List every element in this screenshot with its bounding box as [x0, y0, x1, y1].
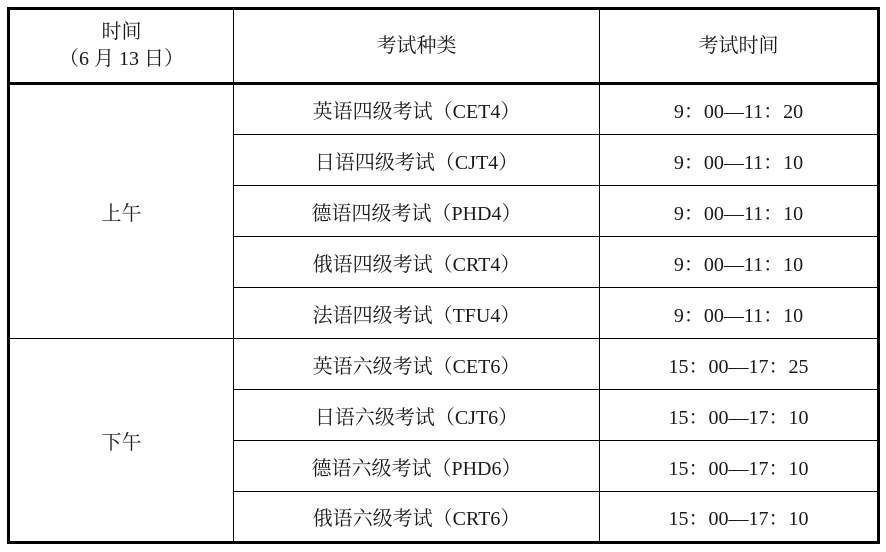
exam-time-cet6: 15：00—17：25 [600, 339, 879, 390]
table-header-row [9, 9, 879, 84]
exam-time-crt6: 15：00—17：10 [600, 492, 879, 543]
exam-time-phd6: 15：00—17：10 [600, 441, 879, 492]
exam-name-tfu4: 法语四级考试（TFU4） [234, 288, 600, 339]
exam-name-cet6: 英语六级考试（CET6） [234, 339, 600, 390]
header-exam-type: 考试种类 [234, 9, 600, 84]
table-row [9, 339, 879, 390]
period-afternoon: 下午 [9, 339, 234, 543]
exam-name-crt4: 俄语四级考试（CRT4） [234, 237, 600, 288]
exam-name-cet4: 英语四级考试（CET4） [234, 84, 600, 135]
exam-name-crt6: 俄语六级考试（CRT6） [234, 492, 600, 543]
exam-name-phd4: 德语四级考试（PHD4） [234, 186, 600, 237]
exam-name-cjt6: 日语六级考试（CJT6） [234, 390, 600, 441]
exam-time-phd4: 9：00—11：10 [600, 186, 879, 237]
header-time-date [9, 9, 234, 84]
exam-name-cjt4: 日语四级考试（CJT4） [234, 135, 600, 186]
exam-name-phd6: 德语六级考试（PHD6） [234, 441, 600, 492]
table-row [9, 84, 879, 135]
header-exam-time: 考试时间 [600, 9, 879, 84]
header-time-line1: 时间 [101, 21, 142, 43]
header-time-line2: （6 月 13 日） [59, 48, 184, 70]
exam-time-cjt4: 9：00—11：10 [600, 135, 879, 186]
exam-time-cet4: 9：00—11：20 [600, 84, 879, 135]
exam-time-tfu4: 9：00—11：10 [600, 288, 879, 339]
exam-schedule-table [7, 7, 880, 544]
period-morning: 上午 [9, 84, 234, 339]
exam-time-crt4: 9：00—11：10 [600, 237, 879, 288]
exam-time-cjt6: 15：00—17：10 [600, 390, 879, 441]
